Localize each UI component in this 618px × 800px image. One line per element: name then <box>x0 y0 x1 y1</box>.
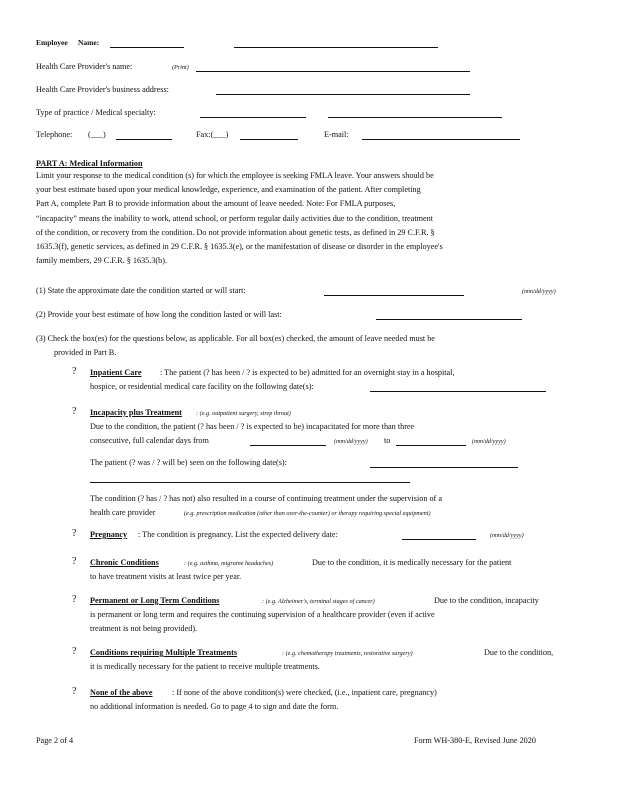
incapacity-text-1: Due to the condition, the patient (? has been / ? is expected to be) incapacitated for more than three <box>90 422 415 431</box>
incapacity-treatment-title: Incapacity plus Treatment <box>90 408 182 417</box>
question-2: (2) Provide your best estimate of how long the condition lasted or will last: <box>36 310 282 319</box>
provider-name-hint: (Print) <box>172 64 189 71</box>
incapacity-text-3: The patient (? was / ? will be) seen on the following date(s): <box>90 458 287 467</box>
permanent-conditions-text-2: is permanent or long term and requires the continuing supervision of a healthcare provider (even if active <box>90 610 435 619</box>
intro-line: 1635.3(f), genetic services, as defined in 29 C.F.R. § 1635.3(e), or the manifestation of disease or disorder in the employee's <box>36 242 443 252</box>
intro-line: Limit your response to the medical condition (s) for which the employee is seeking FMLA leave. Your answers should be <box>36 171 434 180</box>
telephone-area-code[interactable]: (___) <box>88 130 106 139</box>
intro-line: Part A, complete Part B to provide information about the amount of leave needed. Note: For FMLA purposes, <box>36 199 396 209</box>
multiple-treatments-text: Due to the condition, <box>484 648 554 657</box>
part-a-heading: PART A: Medical Information <box>36 159 143 168</box>
date-format-hint: (mm/dd/yyyy) <box>490 532 524 539</box>
pregnancy-text: : The condition is pregnancy. List the expected delivery date: <box>138 530 338 539</box>
practice-label: Type of practice / Medical specialty: <box>36 108 156 117</box>
question-1: (1) State the approximate date the condition started or will start: <box>36 286 246 295</box>
email-label: E-mail: <box>324 130 349 139</box>
employee-last-name-field[interactable] <box>234 47 438 48</box>
condition-duration-field[interactable] <box>376 319 522 320</box>
incapacity-text-2: consecutive, full calendar days from <box>90 436 209 445</box>
to-label: to <box>384 436 391 445</box>
multiple-treatments-title: Conditions requiring Multiple Treatments <box>90 648 238 657</box>
medical-specialty-field[interactable] <box>328 117 502 118</box>
chronic-conditions-hint: : (e.g. asthma, migraine headaches) <box>184 560 274 567</box>
incapacity-treatment-hint-2: (e.g. prescription medication (other than over-the-counter) or therapy requiring special equipment) <box>184 510 431 517</box>
intro-line: your best estimate based upon your medical knowledge, experience, and examination of the patient. After completing <box>36 185 421 195</box>
incapacity-from-date-field[interactable] <box>250 445 326 446</box>
permanent-conditions-text: Due to the condition, incapacity <box>434 596 539 605</box>
permanent-conditions-hint: : (e.g. Alzheimer's, terminal stages of cancer) <box>262 598 375 605</box>
none-of-above-checkbox[interactable]: ? <box>72 686 77 697</box>
incapacity-treatment-checkbox[interactable]: ? <box>72 406 77 417</box>
inpatient-care-text-2: hospice, or residential medical care facility on the following date(s): <box>90 382 314 391</box>
page-number: Page 2 of 4 <box>36 736 74 745</box>
employee-label: Employee <box>36 38 68 47</box>
date-format-hint: (mm/dd/yyyy) <box>334 438 368 445</box>
intro-line: of the condition, or recovery from the condition. Do not provide information about genetic tests, as defined in 29 C.F.R. § <box>36 227 435 237</box>
multiple-treatments-checkbox[interactable]: ? <box>72 646 77 657</box>
none-of-above-text-2: no additional information is needed. Go to page 4 to sign and date the form. <box>90 702 339 711</box>
provider-address-label: Health Care Provider's business address: <box>36 85 169 94</box>
provider-name-label: Health Care Provider's name: <box>36 62 133 71</box>
provider-address-field[interactable] <box>216 94 470 95</box>
multiple-treatments-hint: : (e.g. chemotherapy treatments, restorative surgery) <box>282 650 413 657</box>
incapacity-treatment-hint: : (e.g. outpatient surgery, strep throat) <box>196 410 291 417</box>
inpatient-care-title: Inpatient Care <box>90 368 142 377</box>
pregnancy-checkbox[interactable]: ? <box>72 528 77 539</box>
chronic-conditions-checkbox[interactable]: ? <box>72 556 77 567</box>
date-format-hint: (mm/dd/yyyy) <box>472 438 506 445</box>
telephone-label: Telephone: <box>36 130 73 139</box>
question-3-cont: provided in Part B. <box>54 348 117 357</box>
pregnancy-title: Pregnancy <box>90 530 128 539</box>
employee-first-name-field[interactable] <box>110 47 184 48</box>
form-id: Form WH-380-E, Revised June 2020 <box>414 736 536 745</box>
fax-label: Fax:(___) <box>196 130 229 139</box>
name-label: Name: <box>78 38 100 47</box>
email-field[interactable] <box>362 139 520 140</box>
intro-line: “incapacity” means the inability to work, attend school, or perform regular daily activities due to the condition, treatment <box>36 213 433 223</box>
multiple-treatments-text-2: it is medically necessary for the patient to receive multiple treatments. <box>90 662 320 671</box>
part-a-intro <box>36 169 576 268</box>
fax-field[interactable] <box>240 139 298 140</box>
date-format-hint: (mm/dd/yyyy) <box>522 288 556 295</box>
permanent-conditions-checkbox[interactable]: ? <box>72 594 77 605</box>
intro-line: family members, 29 C.F.R. § 1635.3(b). <box>36 256 168 266</box>
none-of-above-text: : If none of the above condition(s) were checked, (i.e., inpatient care, pregnancy) <box>172 688 437 697</box>
inpatient-dates-field[interactable] <box>370 391 546 392</box>
permanent-conditions-text-3: treatment is not being provided). <box>90 624 198 633</box>
none-of-above-title: None of the above <box>90 688 153 697</box>
incapacity-to-date-field[interactable] <box>396 445 466 446</box>
telephone-field[interactable] <box>116 139 172 140</box>
incapacity-text-5: health care provider <box>90 508 156 517</box>
question-3: (3) Check the box(es) for the questions below, as applicable. For all box(es) checked, the amount of leave needed must be <box>36 334 435 343</box>
permanent-conditions-title: Permanent or Long Term Conditions <box>90 596 220 605</box>
chronic-conditions-title: Chronic Conditions <box>90 558 159 567</box>
provider-name-field[interactable] <box>196 71 470 72</box>
inpatient-care-text: : The patient (? has been / ? is expected to be) admitted for an overnight stay in a hospital, <box>160 368 455 377</box>
practice-type-field[interactable] <box>200 117 306 118</box>
chronic-conditions-text: Due to the condition, it is medically necessary for the patient <box>312 558 512 567</box>
seen-dates-field[interactable] <box>370 467 518 468</box>
incapacity-text-4: The condition (? has / ? has not) also resulted in a course of continuing treatment under the supervision of a <box>90 494 442 503</box>
inpatient-care-checkbox[interactable]: ? <box>72 366 77 377</box>
condition-start-date-field[interactable] <box>324 295 464 296</box>
seen-dates-field-2[interactable] <box>90 482 410 483</box>
delivery-date-field[interactable] <box>402 539 476 540</box>
chronic-conditions-text-2: to have treatment visits at least twice per year. <box>90 572 242 581</box>
